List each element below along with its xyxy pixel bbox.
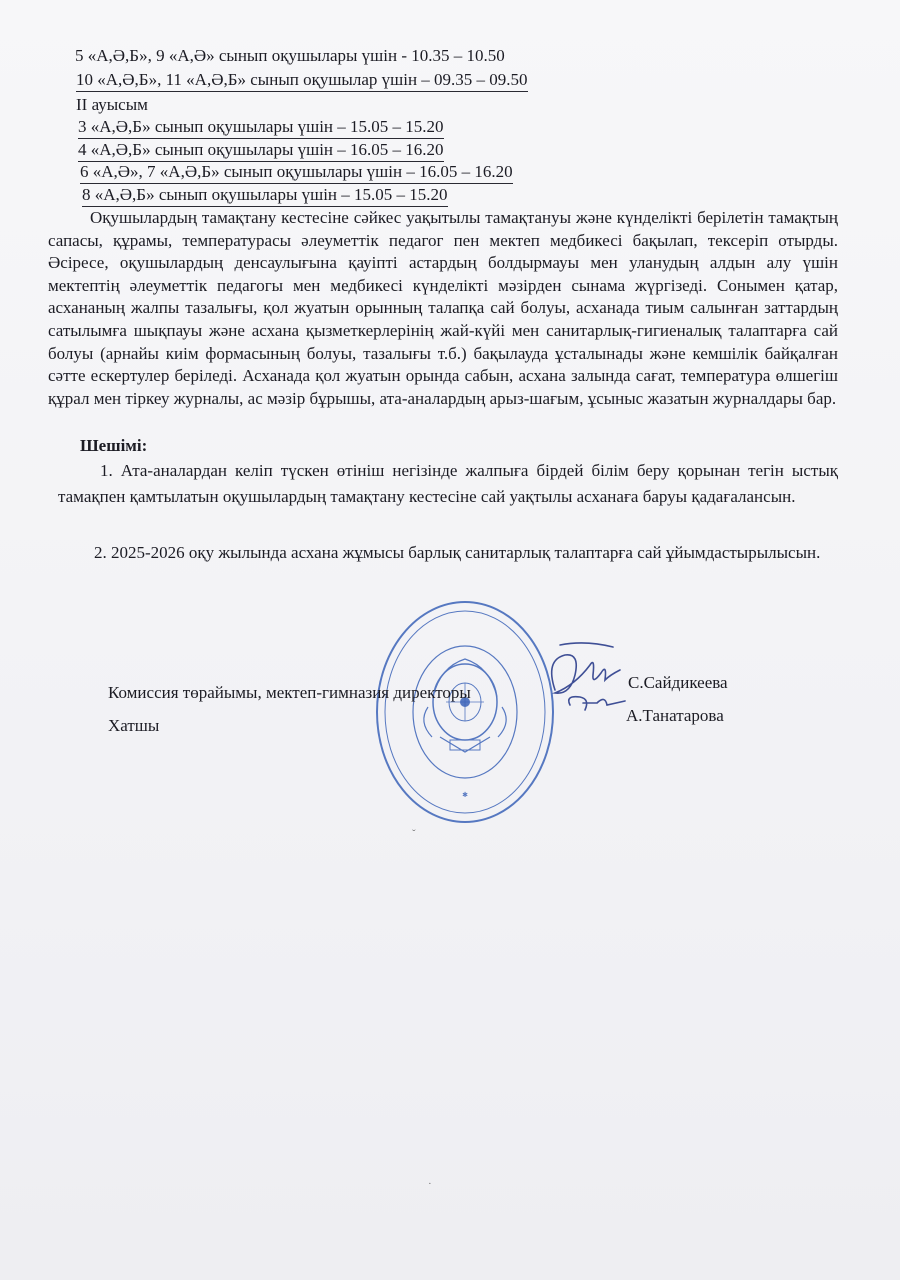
svg-text:✱: ✱	[462, 791, 468, 799]
handwritten-signature	[535, 635, 635, 725]
decision-heading: Шешімі:	[80, 436, 148, 455]
official-seal	[370, 597, 560, 827]
schedule-line-3: 3 «А,Ә,Б» сынып оқушылары үшін – 15.05 – 15.20	[78, 117, 444, 139]
body-paragraph: Оқушылардың тамақтану кестесіне сәйкес уақытылы тамақтануы және күнделікті берілетін тамақтың сапасы, құрамы, температурасы әлеуметтік педагог пен мектеп медбикесі бақылап, тексеріп отырды. Әсіресе, оқушылардың денсаулығына қауіпті астардың болдырмауы мен уланудың алдын алу үшін мектептің әлеуметтік педагогы мен медбикесі күнделікті мәзірден сынама жүргізеді. Сонымен қатар, асхананың жалпы тазалығы, қол жуатын орынның талапқа сай болуы, асханада тиым салынған заттардың сатылымға шықпауы және асхана қызметкерлерінің жай-күйі мен санитарлық-гигиеналық талаптарға сай болуы (арнайы киім формасының болуы, тазалығы т.б.) бақылауда ұсталынады және кемшілік байқалған сәтте ескертулер беріледі. Асханада қол жуатын орында сабын, асхана залында сағат, температура өлшегіш құрал мен тіркеу журналы, ас мәзір бұрышы, ата-аналардың арыз-шағым, ұсыныс жазатын журналдары бар.	[48, 208, 838, 408]
secretary-label: Хатшы	[108, 716, 160, 735]
schedule-line-2: 10 «А,Ә,Б», 11 «А,Ә,Б» сынып оқушылар үшін – 09.35 – 09.50	[76, 70, 528, 92]
decision-item-1: 1. Ата-аналардан келіп түскен өтініш негізінде жалпыға бірдей білім беру қорынан тегін ыстық тамақпен қамтылатын оқушылардың тамақтану кестесіне сай уақтылы асханаға баруы қадағалансын.	[58, 461, 838, 506]
secretary-name: А.Танатарова	[626, 706, 724, 725]
decision-item-2: 2. 2025-2026 оқу жылында асхана жұмысы барлық санитарлық талаптарға сай ұйымдастырылысын.	[94, 543, 821, 562]
shift-heading: II ауысым	[76, 95, 148, 114]
chair-name: С.Сайдикеева	[628, 673, 728, 692]
page-mark: ·	[428, 1178, 432, 1190]
schedule-line-5: 6 «А,Ә», 7 «А,Ә,Б» сынып оқушылары үшін – 16.05 – 16.20	[80, 162, 513, 184]
page-mark: ˇ	[412, 828, 416, 840]
chair-label: Комиссия төрайымы, мектеп-гимназия директоры	[108, 683, 471, 702]
schedule-line-6: 8 «А,Ә,Б» сынып оқушылары үшін – 15.05 – 15.20	[82, 185, 448, 207]
schedule-line-1: 5 «А,Ә,Б», 9 «А,Ә» сынып оқушылары үшін - 10.35 – 10.50	[75, 46, 505, 65]
schedule-line-4: 4 «А,Ә,Б» сынып оқушылары үшін – 16.05 – 16.20	[78, 140, 444, 162]
